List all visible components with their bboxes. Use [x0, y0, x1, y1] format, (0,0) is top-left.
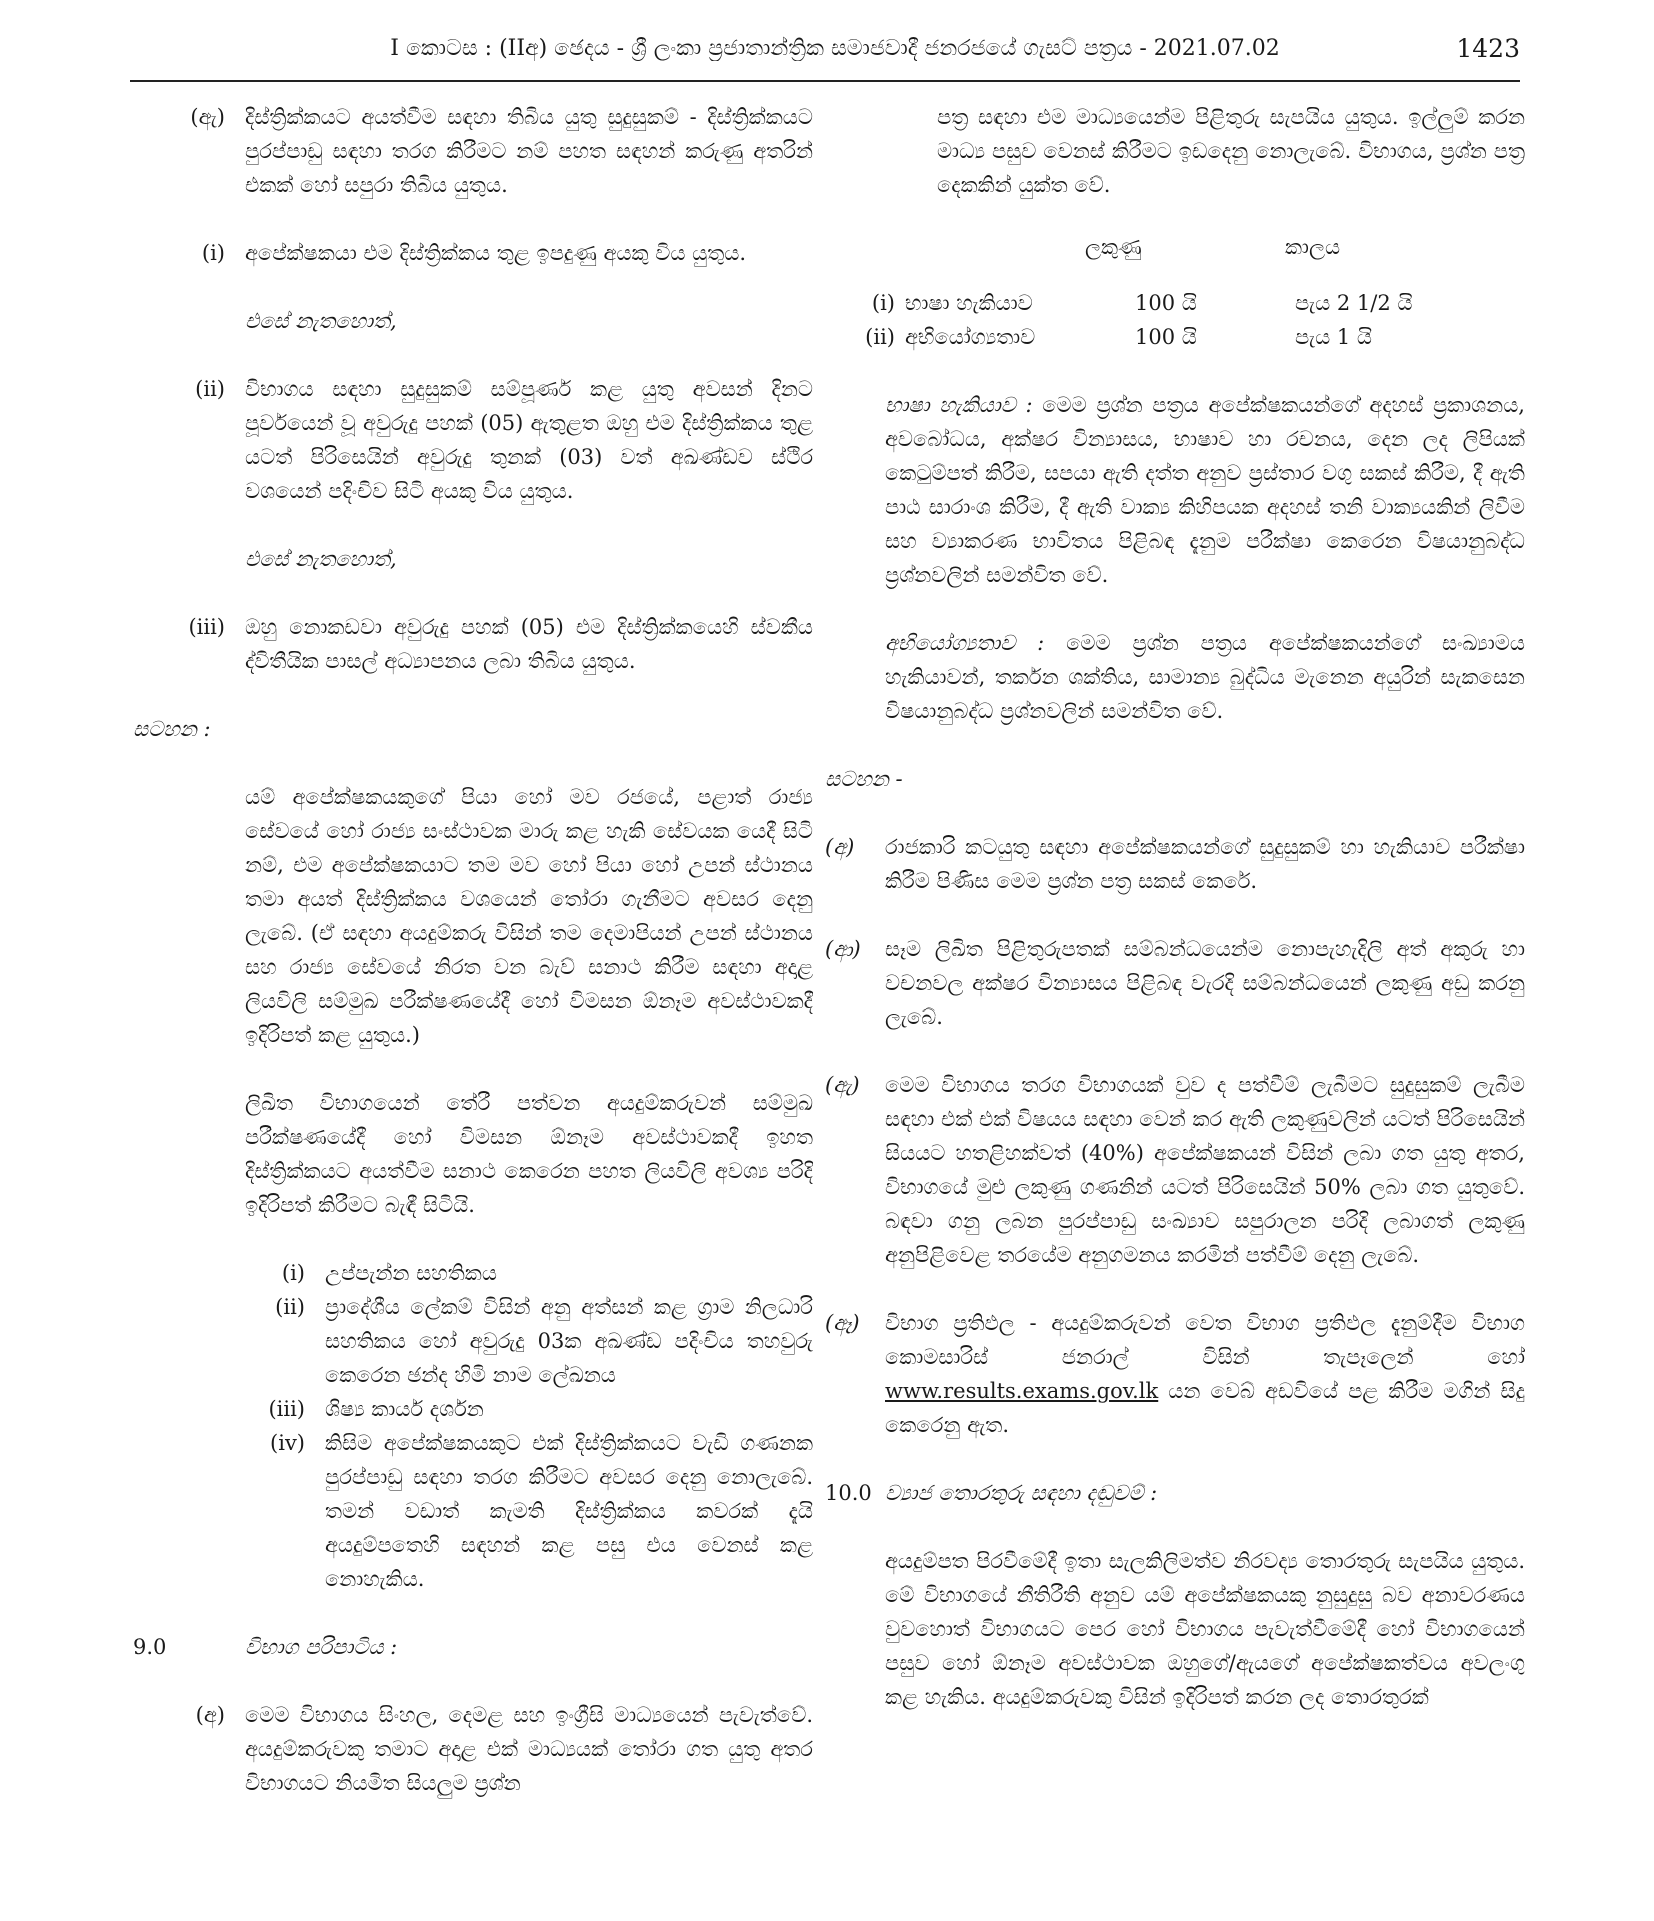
list-item — [245, 1426, 813, 1596]
row-subject: භාෂා හැකියාව — [905, 291, 1033, 315]
marks-column-header: ලකුණු — [1085, 235, 1142, 259]
marks-table — [825, 286, 1525, 354]
item-text: අපේක්ෂකයා එම දිස්ත්‍රික්කය තුළ ඉපදුණු අයකු විය යුතුය. — [245, 241, 747, 265]
note-item — [825, 932, 1525, 1034]
list-item — [245, 1256, 813, 1290]
item-text: දිස්ත්‍රික්කයට අයත්වීම සඳහා තිබිය යුතු සුදුසුකම් - දිස්ත්‍රික්කයට පුරප්පාඩු සඳහා තරග කිරීමට නම් පහත සඳහන් කරුණු අතරින් එකක් හෝ සපුරා තිබිය යුතුය. — [245, 105, 813, 197]
note-marker: (ඈ) — [825, 1311, 860, 1335]
section-number: 9.0 — [133, 1635, 167, 1659]
item-i — [133, 236, 813, 270]
or-text: එසේ නැතහොත්, — [245, 309, 397, 333]
note-label: සටහන - — [825, 767, 903, 791]
left-column — [133, 100, 813, 1900]
note-label: සටහන : — [133, 717, 211, 741]
item-marker: (අ) — [195, 1703, 225, 1727]
section-title: ව්‍යාජ තොරතුරු සඳහා දඬුවම් : — [885, 1481, 1158, 1505]
item-marker: (ඇ) — [190, 105, 225, 129]
paragraph-text: මෙම ප්‍රශ්න පත්‍රය අපේක්ෂකයන්ගේ අදහස් ප්‍රකාශනය, අවබෝධය, අක්ෂර වින්‍යාසය, භාෂාව හා රචනය, දෙන ලද ලිපියක් කෙටුම්පත් කිරීම, සපයා ඇති දත්ත අනුව ප්‍රස්තාර වගු සකස් කිරීම, දී ඇති පාඨ සාරාංශ කිරීම, දී ඇති වාක්‍ය කිහිපයක අදහස් තනි වාක්‍යයකින් ලිවීම සහ ව්‍යාකරණ භාවිතය පිළිබඳ දැනුම පරීක්ෂා කෙරෙන විෂයානුබද්ධ ප්‍රශ්නවලින් සමන්විත වේ. — [885, 393, 1525, 587]
paragraph-lead: භාෂා හැකියාව : — [885, 393, 1033, 417]
page-number: 1423 — [1456, 34, 1520, 63]
section-10-heading — [825, 1476, 1525, 1510]
note-marker: (ආ) — [825, 937, 861, 961]
note-text: සෑම ලිඛිත පිළිතුරුපතක් සම්බන්ධයෙන්ම නොපැහැදිලි අත් අකුරු හා වචනවල අක්ෂර වින්‍යාසය පිළිබඳ වැරදි සම්බන්ධයෙන් ලකුණු අඩු කරනු ලැබේ. — [885, 937, 1525, 1029]
list-text: උප්පැන්න සහතිකය — [325, 1261, 497, 1285]
time-column-header: කාලය — [1285, 235, 1341, 259]
list-text: ශිෂ්‍ය කාර්ය දර්ශන — [325, 1397, 484, 1421]
note-text: මෙම විභාගය තරග විභාගයක් වුව ද පත්වීම් ලැබීමට සුදුසුකම් ලැබීම සඳහා එක් එක් විෂයය සඳහා වෙන් කර ඇති ලකුණුවලින් යටත් පිරිසෙයින් සියයට හතළිහක්වත් (40%) අපේක්ෂකයන් විසින් ලබා ගත යුතු අතර, විභාගයේ මුළු ලකුණු ගණනින් යටත් පිරිසෙයින් 50% ලබා ගත යුතුවේ. බඳවා ගනු ලබන පුරප්පාඩු සංඛ්‍යාව සපුරාලන පරිදි ලබාගත් ලකුණු අනුපිළිවෙළ තරයේම අනුගමනය කරමින් පත්වීම් දෙනු ලැබේ. — [885, 1073, 1525, 1267]
item-ii — [133, 372, 813, 508]
results-website-link[interactable]: www.results.exams.gov.lk — [885, 1379, 1159, 1403]
note-paragraph-2: ලිඛිත විභාගයෙන් තේරී පත්වන අයදුම්කරුවන් සම්මුඛ පරීක්ෂණයේදී හෝ විමසන ඕනෑම අවස්ථාවකදී ඉහත දිස්ත්‍රික්කයට අයත්වීම සනාථ කෙරෙන පහත ලියවිලි අවශ්‍ය පරිදි ඉදිරිපත් කිරීමට බැඳී සිටියි. — [245, 1091, 813, 1217]
list-marker: (iv) — [270, 1431, 305, 1455]
section-9-heading — [133, 1630, 813, 1664]
row-time: පැය 2 1/2 යි — [1295, 291, 1413, 315]
row-marks: 100 යි — [1135, 325, 1197, 349]
table-row — [825, 320, 1525, 354]
list-text: කිසිම අපේක්ෂකයකුට එක් දිස්ත්‍රික්කයට වැඩි ගණනක පුරප්පාඩු සඳහා තරග කිරීමට අවසර දෙනු නොලැබේ. තමන් වඩාත් කැමති දිස්ත්‍රික්කය කවරක් දැයි අයදුම්පතෙහි සඳහන් කළ පසු එය වෙනස් කළ නොහැකිය. — [325, 1431, 813, 1591]
section-number: 10.0 — [825, 1481, 872, 1505]
note-paragraph-1: යම් අපේක්ෂකයකුගේ පියා හෝ මව රජයේ, පළාත් රාජ්‍ය සේවයේ හෝ රාජ්‍ය සංස්ථාවක මාරු කළ හැකි සේවයක යෙදී සිටි නම්, එම අපේක්ෂකයාට තම මව හෝ පියා හෝ උපන් ස්ථානය තමා අයත් දිස්ත්‍රික්කය වශයෙන් තෝරා ගැනීමට අවසර දෙනු ලැබේ. (ඒ සඳහා අයදුම්කරු විසින් තම දෙමාපියන් උපන් ස්ථානය සහ රාජ්‍ය සේවයේ නිරත වන බැව් සනාථ කිරීම සඳහා අදාළ ලියවිලි සම්මුඛ පරීක්ෂණයේදී හෝ විමසන ඕනෑම අවස්ථාවකදී ඉදිරිපත් කළ යුතුය.) — [245, 785, 813, 1047]
page-header — [130, 28, 1520, 82]
note-item — [825, 1068, 1525, 1272]
paragraph-lead: අභියෝග්‍යතාව : — [885, 631, 1045, 655]
list-item — [245, 1290, 813, 1392]
paragraph-text: මෙම ප්‍රශ්න පත්‍රය අපේක්ෂකයන්ගේ සංඛ්‍යාමය හැකියාවන්, තර්කන ශක්තිය, සාමාන්‍ය බුද්ධිය මැනෙන අයුරින් සැකසෙන විෂයානුබද්ධ ප්‍රශ්නවලින් සමන්විත වේ. — [885, 631, 1525, 723]
row-subject: අභියෝග්‍යතාව — [905, 325, 1036, 349]
list-text: ප්‍රාදේශීය ලේකම් විසින් අනු අත්සන් කළ ග්‍රාම නිලධාරි සහතිකය හෝ අවුරුදු 03ක අඛණ්ඩ පදිංචිය තහවුරු කෙරෙන ඡන්ද හිමි නාම ලේඛනය — [325, 1295, 813, 1387]
item-marker: (ii) — [195, 377, 225, 401]
item-text: විභාගය සඳහා සුදුසුකම් සම්පූර්ණ කළ යුතු අවසන් දිනට පූර්වයෙන් වූ අවුරුදු පහක් (05) ඇතුළත ඔහු එම දිස්ත්‍රික්කය තුළ යටත් පිරිසෙයින් අවුරුදු තුනක් (03) වත් අඛණ්ඩව ස්ථිර වශයෙන් පදිංචිව සිටි අයකු විය යුතුය. — [245, 377, 813, 503]
list-item — [245, 1392, 813, 1426]
row-marker: (ii) — [865, 325, 895, 349]
row-marks: 100 යි — [1135, 291, 1197, 315]
item-text: මෙම විභාගය සිංහල, දෙමළ සහ ඉංග්‍රීසි මාධ්‍යයෙන් පැවැත්වේ. අයදුම්කරුවකු තමාට අදාළ එක් මාධ්‍යයක් තෝරා ගත යුතු අතර විභාගයට නියමිත සියලුම ප්‍රශ්න — [245, 1703, 813, 1795]
note-text: විභාග ප්‍රතිඵල - අයදුම්කරුවන් වෙත විභාග ප්‍රතිඵල දැනුම්දීම විභාග කොමසාරිස් ජනරාල් විසින් තැපෑලෙන් හෝ — [885, 1311, 1525, 1369]
note-item-results — [825, 1306, 1525, 1442]
right-column — [825, 100, 1525, 1900]
note-item — [825, 830, 1525, 898]
continuation-text: පත්‍ර සඳහා එම මාධ්‍යයෙන්ම පිළිතුරු සැපයිය යුතුය. ඉල්ලුම් කරන මාධ්‍ය පසුව වෙනස් කිරීමට ඉඩදෙනු නොලැබේ. විභාගය, ප්‍රශ්න පත්‍ර දෙකකින් යුක්ත වේ. — [937, 105, 1525, 197]
table-row — [825, 286, 1525, 320]
item-text: ඔහු නොකඩවා අවුරුදු පහක් (05) එම දිස්ත්‍රික්කයෙහි ස්වකීය ද්විතීයික පාසල් අධ්‍යාපනය ලබා තිබිය යුතුය. — [245, 615, 813, 673]
item-iii — [133, 610, 813, 678]
language-ability-paragraph — [825, 388, 1525, 592]
or-text: එසේ නැතහොත්, — [245, 547, 397, 571]
section-10-text: අයදුම්පත පිරවීමේදී ඉතා සැලකිලිමත්ව නිරවද්‍ය තොරතුරු සැපයිය යුතුය. මේ විභාගයේ නීතිරීති අනුව යම් අපේක්ෂකයකු නුසුදුසු බව අනාවරණය වුවහොත් විභාගයට පෙර හෝ විභාගය පැවැත්වීමේදී හෝ විභාගයෙන් පසුව හෝ ඕනෑම අවස්ථාවක ඔහුගේ/ඇයගේ අපේක්ෂකත්වය අවලංගු කළ හැකිය. අයදුම්කරුවකු විසින් ඉදිරිපත් කරන ලද තොරතුරක් — [885, 1549, 1525, 1709]
document-list — [133, 1256, 813, 1596]
item-marker: (iii) — [188, 615, 225, 639]
section-title: විභාග පරිපාටිය : — [245, 1635, 398, 1659]
header-title: I කොටස : (IIඅ) ඡෙදය - ශ්‍රී ලංකා ප්‍රජාතාන්ත්‍රික සමාජවාදී ජනරජයේ ගැසට් පත්‍රය - 2021.07.02 — [390, 36, 1280, 61]
aptitude-paragraph — [825, 626, 1525, 728]
row-time: පැය 1 යි — [1295, 325, 1372, 349]
list-marker: (i) — [281, 1261, 305, 1285]
item-marker: (i) — [201, 241, 225, 265]
note-marker: (ඇ) — [825, 1073, 860, 1097]
item-ae — [133, 100, 813, 202]
list-marker: (iii) — [268, 1397, 305, 1421]
item-a — [133, 1698, 813, 1800]
row-marker: (i) — [871, 291, 895, 315]
note-text: යන වෙබ් අඩවියේ පළ කිරීම මගින් සිදු කෙරෙනු ඇත. — [885, 1379, 1525, 1437]
list-marker: (ii) — [275, 1295, 305, 1319]
note-marker: (අ) — [825, 835, 855, 859]
note-text: රාජකාරි කටයුතු සඳහා අපේක්ෂකයන්ගේ සුදුසුකම් හා හැකියාව පරීක්ෂා කිරීම පිණිස මෙම ප්‍රශ්න පත්‍ර සකස් කෙරේ. — [885, 835, 1525, 893]
marks-table-header — [825, 230, 1525, 264]
